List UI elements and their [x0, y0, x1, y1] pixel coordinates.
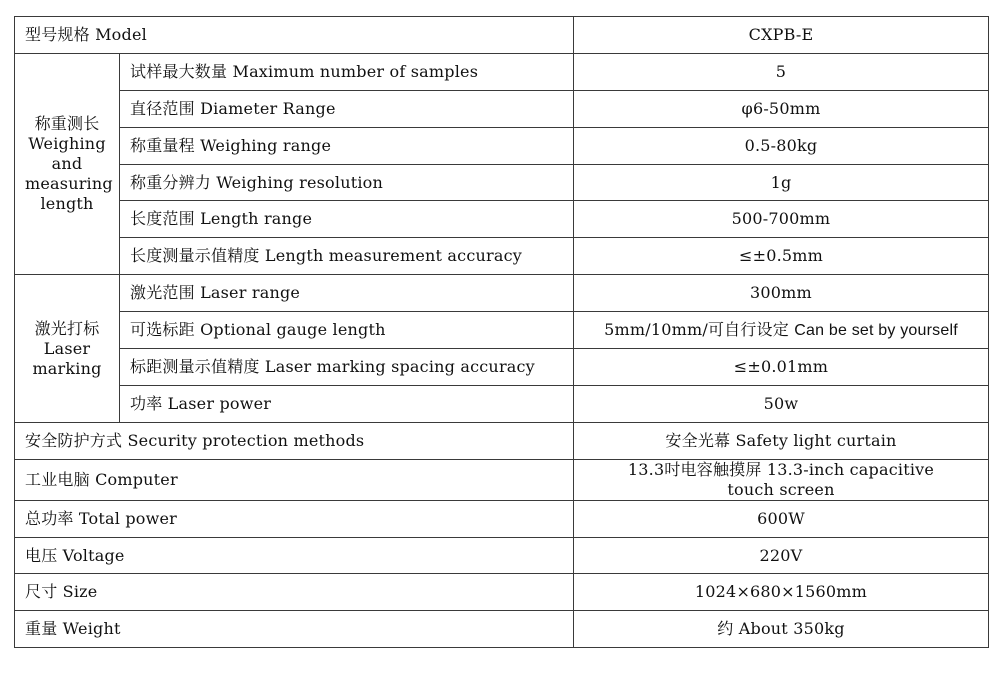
spec-value: φ6-50mm	[574, 90, 989, 127]
computer-value-line: 13.3吋电容触摸屏 13.3-inch capacitive	[627, 459, 935, 479]
spec-value: 约 About 350kg	[574, 611, 989, 648]
model-value: CXPB-E	[574, 17, 989, 54]
spec-label: 可选标距 Optional gauge length	[120, 312, 574, 349]
table-row	[15, 201, 989, 238]
group-label-weighing	[15, 53, 120, 274]
spec-label: 标距测量示值精度 Laser marking spacing accuracy	[120, 349, 574, 386]
spec-label: 重量 Weight	[15, 611, 574, 648]
gauge-length-value: 5mm/10mm/可自行设定	[604, 319, 789, 339]
group-label-en: and	[51, 154, 83, 174]
group-label-en: marking	[32, 358, 102, 378]
computer-value-line: touch screen	[727, 479, 835, 499]
spec-value: 500-700mm	[574, 201, 989, 238]
spec-value: 0.5-80kg	[574, 127, 989, 164]
table-row	[15, 574, 989, 611]
spec-label: 称重量程 Weighing range	[120, 127, 574, 164]
spec-label: 安全防护方式 Security protection methods	[15, 422, 574, 459]
spec-value: 1g	[574, 164, 989, 201]
spec-label: 长度测量示值精度 Length measurement accuracy	[120, 238, 574, 275]
table-row	[15, 238, 989, 275]
group-label-cn: 称重测长	[34, 114, 100, 134]
table-row	[15, 53, 989, 90]
spec-label: 尺寸 Size	[15, 574, 574, 611]
table-row	[15, 611, 989, 648]
table-row	[15, 17, 989, 54]
group-label-laser	[15, 275, 120, 423]
model-label: 型号规格 Model	[15, 17, 574, 54]
table-row	[15, 459, 989, 500]
group-label-en: length	[40, 194, 94, 214]
spec-table	[14, 16, 989, 648]
table-row	[15, 127, 989, 164]
spec-value: ≤±0.5mm	[574, 238, 989, 275]
table-row	[15, 349, 989, 386]
table-row	[15, 500, 989, 537]
gauge-length-note: Can be set by yourself	[794, 321, 958, 339]
spec-value	[574, 459, 989, 500]
spec-label: 长度范围 Length range	[120, 201, 574, 238]
table-row	[15, 422, 989, 459]
spec-value: 600W	[574, 500, 989, 537]
table-row	[15, 164, 989, 201]
spec-label: 工业电脑 Computer	[15, 459, 574, 500]
group-label-en: Weighing	[28, 134, 106, 154]
table-row	[15, 385, 989, 422]
spec-label: 直径范围 Diameter Range	[120, 90, 574, 127]
spec-label: 激光范围 Laser range	[120, 275, 574, 312]
spec-value: 1024×680×1560mm	[574, 574, 989, 611]
group-label-en: Laser	[43, 338, 91, 358]
table-row	[15, 537, 989, 574]
group-label-en: measuring	[25, 174, 113, 194]
table-row	[15, 90, 989, 127]
table-row	[15, 312, 989, 349]
spec-value: 300mm	[574, 275, 989, 312]
spec-value: ≤±0.01mm	[574, 349, 989, 386]
spec-label: 称重分辨力 Weighing resolution	[120, 164, 574, 201]
table-row	[15, 275, 989, 312]
spec-value	[574, 312, 989, 349]
spec-label: 功率 Laser power	[120, 385, 574, 422]
spec-label: 电压 Voltage	[15, 537, 574, 574]
group-label-cn: 激光打标	[34, 318, 100, 338]
spec-value: 220V	[574, 537, 989, 574]
spec-label: 试样最大数量 Maximum number of samples	[120, 53, 574, 90]
spec-value: 安全光幕 Safety light curtain	[574, 422, 989, 459]
spec-value: 50w	[574, 385, 989, 422]
spec-label: 总功率 Total power	[15, 500, 574, 537]
spec-value: 5	[574, 53, 989, 90]
